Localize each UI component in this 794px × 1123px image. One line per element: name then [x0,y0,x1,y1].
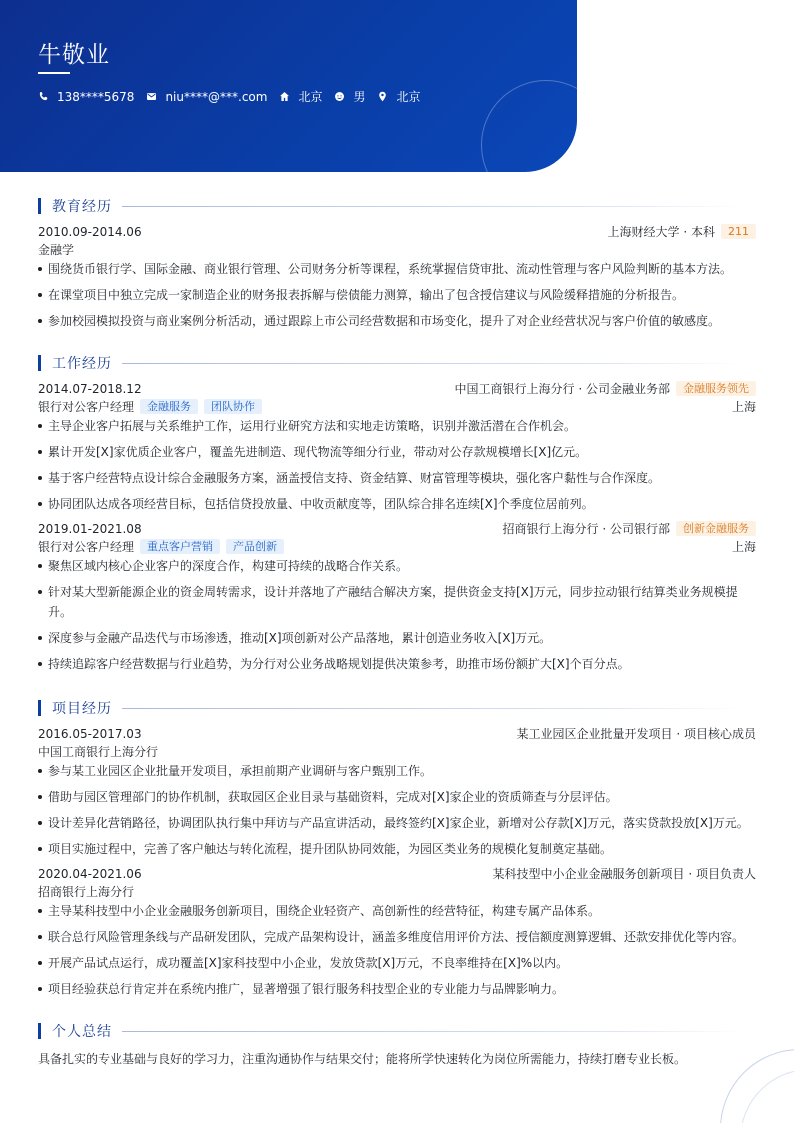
section-bar [38,1023,41,1039]
education-school: 上海财经大学 · 本科 [607,225,715,239]
project-2-period: 2020.04-2021.06 [38,866,142,881]
list-item: 主导企业客户拓展与关系维护工作，运用行业研究方法和实地走访策略，识别并激活潜在合作机会。 [38,416,756,436]
list-item: 借助与园区管理部门的协作机制，获取园区企业目录与基础资料，完成对[X]家企业的资质筛查与分层评估。 [38,787,756,807]
work-1-row [38,380,756,397]
section-projects [38,698,742,718]
section-title-education: 教育经历 [52,199,112,215]
project-2-name: 某科技型中小企业金融服务创新项目 · 项目负责人 [492,867,756,881]
work-1-tag: 金融服务 [140,399,198,414]
section-bar [38,198,41,214]
list-item: 设计差异化营销路径，协调团队执行集中拜访与产品宣讲活动，最终签约[X]家企业，新增对公存款[X]万元，落实贷款投放[X]万元。 [38,813,756,833]
contact-list [38,88,433,105]
list-item: 深度参与金融产品迭代与市场渗透，推动[X]项创新对公产品落地，累计创造业务收入[X]万元。 [38,628,756,648]
work-1-company: 中国工商银行上海分行 · 公司金融业务部 [454,382,670,396]
contact-hometown-text: 北京 [298,90,323,104]
contact-gender-text: 男 [353,90,366,104]
section-bar [38,700,41,716]
work-1-period: 2014.07-2018.12 [38,381,142,396]
summary-text: 具备扎实的专业基础与良好的学习力，注重沟通协作与结果交付；能将所学快速转化为岗位所需能力，持续打磨专业长板。 [38,1052,687,1066]
candidate-name: 牛敬业 [38,42,110,68]
name-underline [38,72,70,74]
gender-icon [334,91,345,102]
project-2-org: 招商银行上海分行 [38,885,135,899]
education-row [38,223,756,240]
section-divider [122,1031,742,1032]
section-title-projects: 项目经历 [52,701,112,717]
list-item: 聚焦区域内核心企业客户的深度合作，构建可持续的战略合作关系。 [38,556,756,576]
section-education [38,196,742,216]
work-2-role: 银行对公客户经理 [38,540,135,554]
work-2-period: 2019.01-2021.08 [38,521,142,536]
project-1-name: 某工业园区企业批量开发项目 · 项目核心成员 [516,727,756,741]
work-2-row [38,520,756,537]
education-major: 金融学 [38,243,75,257]
work-2-role-row [38,538,756,555]
location-icon [377,91,388,102]
contact-email [146,90,267,104]
list-item: 开展产品试点运行，成功覆盖[X]家科技型中小企业，发放贷款[X]万元，不良率维持在[X]%以内。 [38,953,756,973]
work-2-tag: 重点客户营销 [140,539,220,554]
work-2-badge: 创新金融服务 [676,521,756,536]
list-item: 针对某大型新能源企业的资金周转需求，设计并落地了产融结合解决方案，提供资金支持[X]万元，同步拉动银行结算类业务规模提升。 [38,582,756,622]
work-2-bullets [38,556,756,680]
work-1-role-row [38,398,756,415]
contact-email-text: niu****@***.com [165,89,268,104]
project-1-period: 2016.05-2017.03 [38,726,142,741]
contact-phone-text: 138****5678 [57,89,135,104]
list-item: 参与某工业园区企业批量开发项目，承担前期产业调研与客户甄别工作。 [38,761,756,781]
contact-phone [38,90,134,104]
list-item: 基于客户经营特点设计综合金融服务方案，涵盖授信支持、资金结算、财富管理等模块，强化客户黏性与合作深度。 [38,468,756,488]
contact-location [377,88,420,105]
section-divider [122,708,742,709]
project-1-org: 中国工商银行上海分行 [38,745,159,759]
list-item: 联合总行风险管理条线与产品研发团队，完成产品架构设计，涵盖多维度信用评价方法、授信额度测算逻辑、还款安排优化等内容。 [38,927,756,947]
mail-icon [146,91,157,102]
project-2-org-row [38,883,756,900]
education-badge: 211 [721,224,756,239]
education-bullets [38,259,756,337]
header-decoration-circle [481,80,577,172]
work-1-tag: 团队协作 [204,399,262,414]
education-period: 2010.09-2014.06 [38,224,142,239]
list-item: 协同团队达成各项经营目标，包括信贷投放量、中收贡献度等，团队综合排名连续[X]个季度位居前列。 [38,494,756,514]
list-item: 持续追踪客户经营数据与行业趋势，为分行对公业务战略规划提供决策参考，助推市场份额扩大[X]个百分点。 [38,654,756,674]
list-item: 累计开发[X]家优质企业客户，覆盖先进制造、现代物流等细分行业，带动对公存款规模增长[X]亿元。 [38,442,756,462]
project-2-bullets [38,901,756,1005]
list-item: 在课堂项目中独立完成一家制造企业的财务报表拆解与偿债能力测算，输出了包含授信建议与风险缓释措施的分析报告。 [38,285,756,305]
work-1-badge: 金融服务领先 [676,381,756,396]
project-2-row [38,865,756,882]
work-2-city: 上海 [731,540,756,554]
list-item: 参加校园模拟投资与商业案例分析活动，通过跟踪上市公司经营数据和市场变化，提升了对企业经营状况与客户价值的敏感度。 [38,311,756,331]
section-summary [38,1021,742,1041]
resume-header [0,0,577,172]
list-item: 主导某科技型中小企业金融服务创新项目，围绕企业轻资产、高创新性的经营特征，构建专属产品体系。 [38,901,756,921]
education-major-row [38,241,756,258]
work-1-city: 上海 [731,400,756,414]
contact-hometown [279,88,322,105]
section-title-summary: 个人总结 [52,1024,112,1040]
contact-gender [334,88,365,105]
project-1-row [38,725,756,742]
phone-icon [38,91,49,102]
contact-location-text: 北京 [396,90,421,104]
work-2-company: 招商银行上海分行 · 公司银行部 [502,522,670,536]
work-1-bullets [38,416,756,520]
project-1-bullets [38,761,756,865]
section-divider [122,206,742,207]
section-title-work: 工作经历 [52,356,112,372]
home-icon [279,91,290,102]
section-work [38,353,742,373]
list-item: 项目经验获总行肯定并在系统内推广，显著增强了银行服务科技型企业的专业能力与品牌影响力。 [38,979,756,999]
section-divider [122,363,742,364]
list-item: 围绕货币银行学、国际金融、商业银行管理、公司财务分析等课程，系统掌握信贷审批、流动性管理与客户风险判断的基本方法。 [38,259,756,279]
section-bar [38,355,41,371]
work-2-tag: 产品创新 [226,539,284,554]
work-1-role: 银行对公客户经理 [38,400,135,414]
list-item: 项目实施过程中，完善了客户触达与转化流程，提升团队协同效能，为园区类业务的规模化复制奠定基础。 [38,839,756,859]
project-1-org-row [38,743,756,760]
